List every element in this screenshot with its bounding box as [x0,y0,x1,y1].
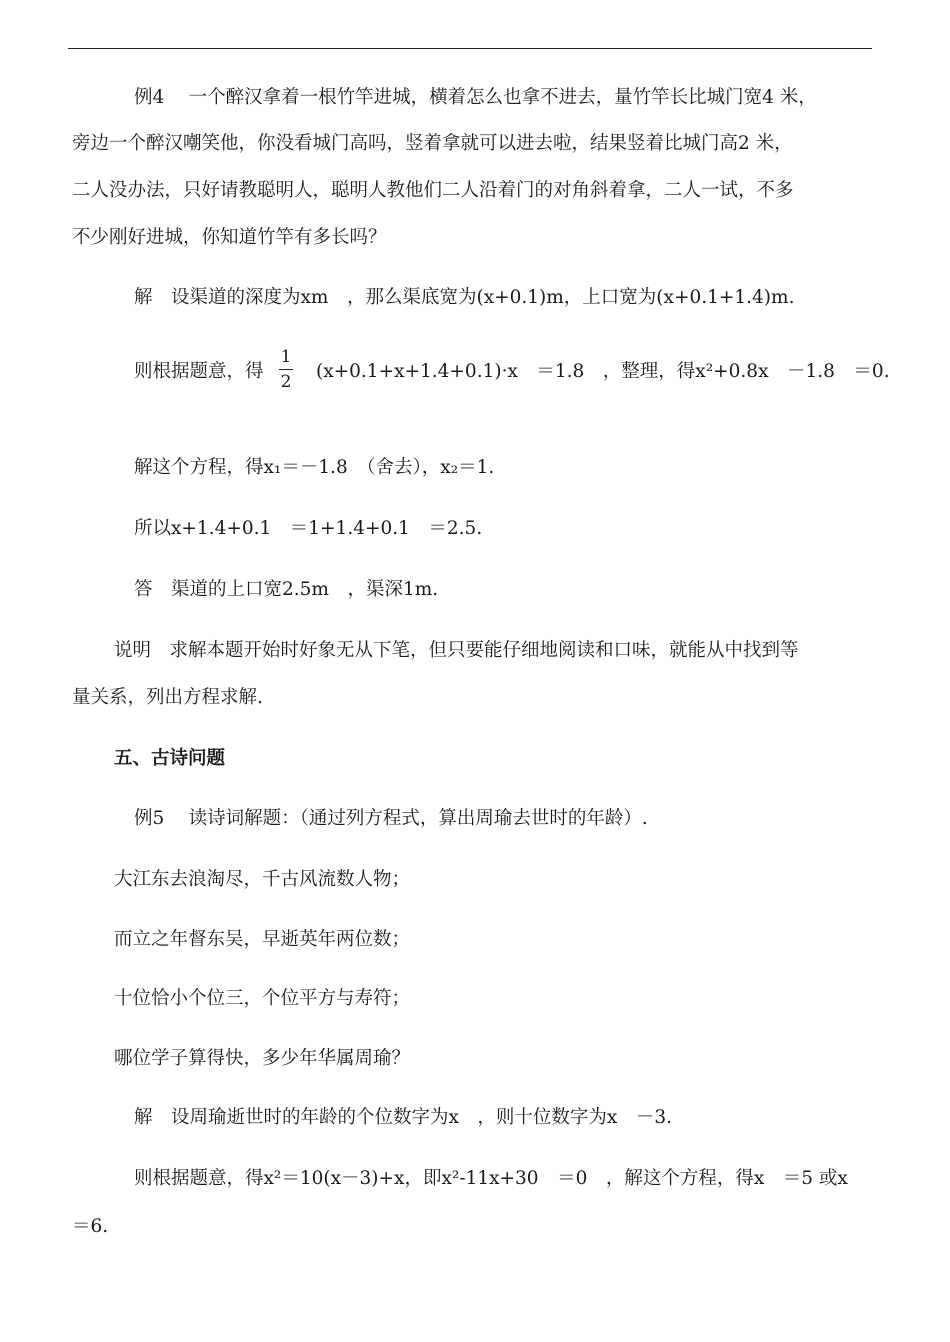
example4-line-3: 二人没办法，只好请教聪明人，聪明人教他们二人沿着门的对角斜着拿，二人一试，不多 [72,180,794,201]
poem-line-1: 大江东去浪淘尽，千古风流数人物； [114,869,411,890]
header-rule [68,48,872,49]
example5-line: 例5 读诗词解题：（通过列方程式，算出周瑜去世时的年龄）. [134,808,648,829]
solution4-line-2-prefix: 则根据题意，得 [134,361,264,382]
note-line-2: 量关系，列出方程求解. [72,687,263,708]
example4-line-2: 旁边一个醉汉嘲笑他，你没看城门高吗，竖着拿就可以进去啦，结果竖着比城门高2 米， [72,133,793,154]
fraction-denominator: 2 [280,372,292,392]
solution4-line-3: 解这个方程，得x₁＝－1.8 （舍去），x₂＝1. [134,457,495,478]
section-heading: 五、古诗问题 [114,748,226,769]
fraction-numerator: 1 [280,347,292,367]
fraction-bar [279,369,293,370]
solution4-answer: 答 渠道的上口宽2.5m ，渠深1m. [134,579,439,600]
solution5-line-3: ＝6. [72,1216,109,1237]
poem-line-3: 十位恰小个位三，个位平方与寿符； [114,988,411,1009]
example4-line-4: 不少刚好进城，你知道竹竿有多长吗？ [72,227,387,248]
note-line-1: 说明 求解本题开始时好象无从下笔，但只要能仔细地阅读和口味，就能从中找到等 [114,640,799,661]
solution4-line-4: 所以x+1.4+0.1 ＝1+1.4+0.1 ＝2.5. [134,518,483,539]
solution5-line-1: 解 设周瑜逝世时的年龄的个位数字为x ，则十位数字为x －3. [134,1107,673,1128]
poem-line-2: 而立之年督东吴，早逝英年两位数； [114,929,411,950]
fraction-one-half [278,347,294,392]
poem-line-4: 哪位学子算得快，多少年华属周瑜？ [114,1048,411,1069]
solution5-line-2: 则根据题意，得x²＝10(x－3)+x，即x²-11x+30 ＝0 ，解这个方程，得x ＝5 或x [134,1168,848,1189]
example4-line-1: 例4 一个醉汉拿着一根竹竿进城，横着怎么也拿不进去，量竹竿长比城门宽4 米， [134,87,817,108]
solution4-line-2-equation: (x+0.1+x+1.4+0.1)·x ＝1.8 ，整理，得x²+0.8x －1.8 ＝0. [316,361,890,382]
solution4-line-1: 解 设渠道的深度为xm ，那么渠底宽为(x+0.1)m，上口宽为(x+0.1+1.4)m. [134,287,795,308]
